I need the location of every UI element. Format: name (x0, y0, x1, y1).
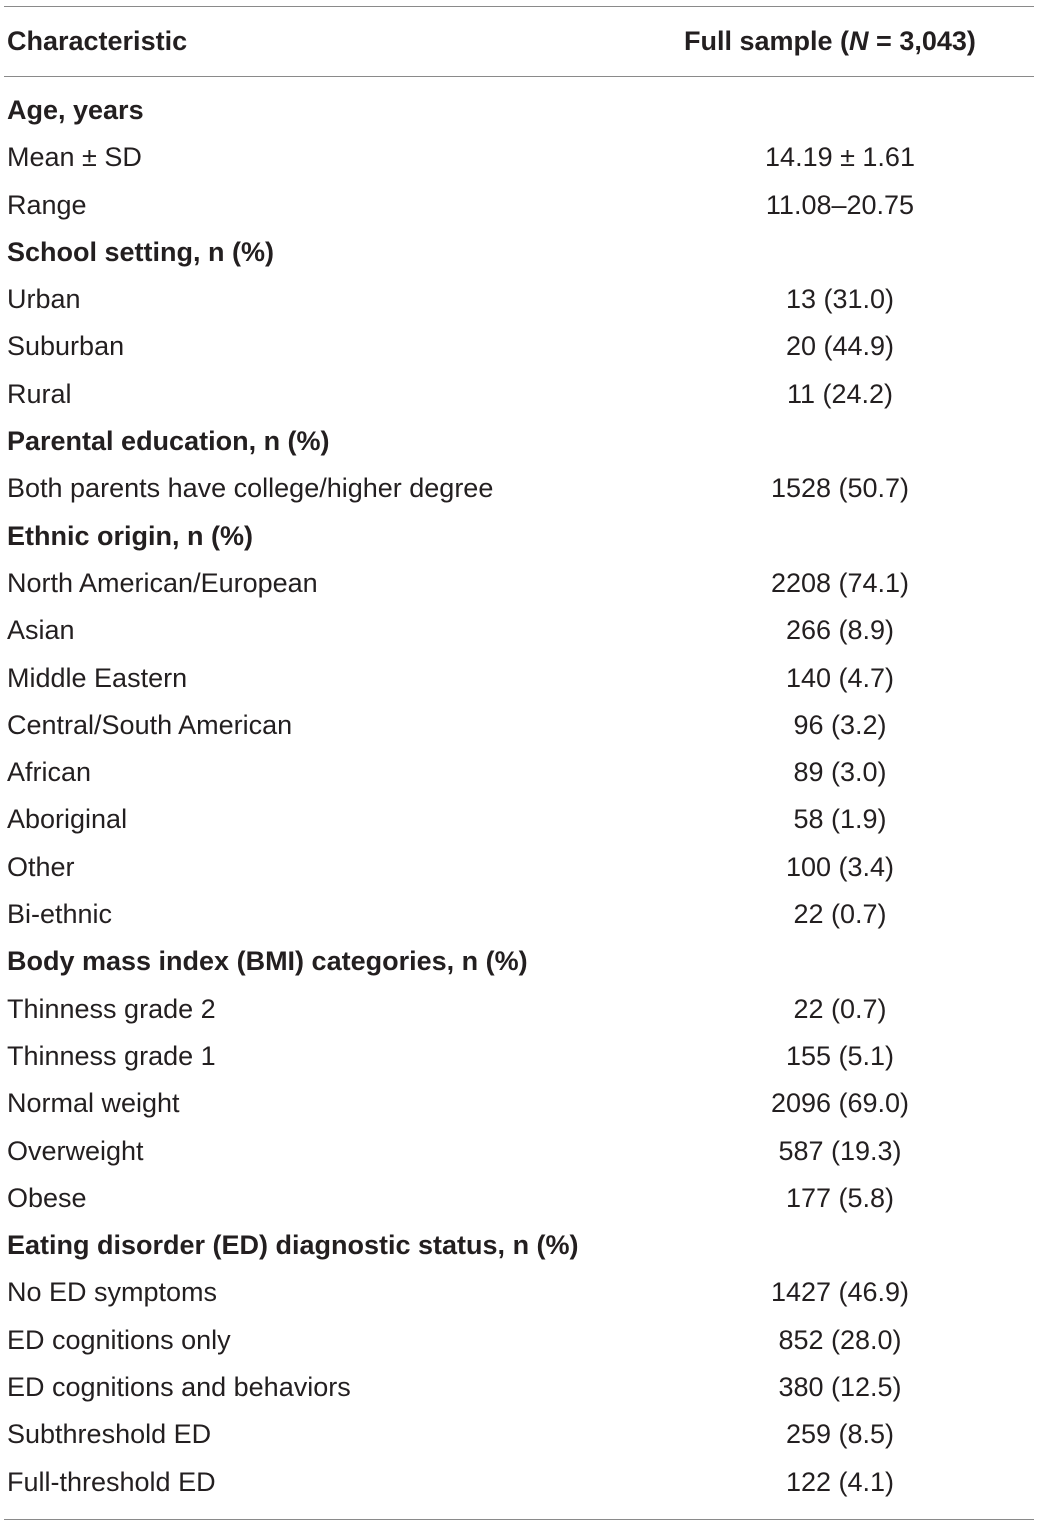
row-label: Asian (7, 615, 75, 646)
section-heading-row (0, 230, 1040, 277)
table-row (0, 372, 1040, 419)
row-label: Central/South American (7, 709, 293, 740)
row-value: 20 (44.9) (785, 331, 895, 362)
table-row (0, 324, 1040, 371)
row-value: 13 (31.0) (785, 284, 895, 315)
table-row (0, 892, 1040, 939)
row-value: 22 (0.7) (793, 899, 887, 930)
table-row (0, 1365, 1040, 1412)
section-heading: Parental education, n (%) (7, 426, 330, 457)
row-label: Other (7, 851, 75, 882)
row-label: Rural (7, 378, 72, 409)
row-value: 259 (8.5) (785, 1419, 895, 1450)
header-characteristic: Characteristic (7, 26, 188, 56)
row-label: Aboriginal (7, 804, 128, 835)
section-heading-row (0, 88, 1040, 135)
row-label: ED cognitions and behaviors (7, 1372, 351, 1403)
table-row (0, 183, 1040, 230)
row-label: African (7, 757, 92, 788)
row-label: Full-threshold ED (7, 1466, 216, 1497)
row-value: 58 (1.9) (793, 804, 887, 835)
table-row (0, 277, 1040, 324)
row-value: 22 (0.7) (793, 993, 887, 1024)
header-sample-n: N (849, 26, 869, 56)
row-value: 266 (8.9) (785, 615, 895, 646)
table-row (0, 845, 1040, 892)
row-value: 587 (19.3) (778, 1135, 902, 1166)
section-heading: Eating disorder (ED) diagnostic status, n (%) (7, 1230, 579, 1261)
table-row (0, 703, 1040, 750)
section-heading: Ethnic origin, n (%) (7, 520, 253, 551)
table-row (0, 797, 1040, 844)
row-label: Normal weight (7, 1088, 180, 1119)
row-label: Range (7, 189, 87, 220)
row-label: Mean ± SD (7, 142, 142, 173)
table-row (0, 1412, 1040, 1459)
row-label: Bi-ethnic (7, 899, 113, 930)
row-label: Subthreshold ED (7, 1419, 212, 1450)
row-value: 1528 (50.7) (770, 473, 910, 504)
row-value: 14.19 ± 1.61 (765, 142, 915, 173)
row-label: North American/European (7, 567, 318, 598)
header-sample-suffix: = 3,043) (868, 26, 976, 56)
table-row (0, 561, 1040, 608)
header-sample-prefix: Full sample ( (684, 26, 850, 56)
table-row (0, 750, 1040, 797)
row-value: 2096 (69.0) (770, 1088, 910, 1119)
row-value: 1427 (46.9) (770, 1277, 910, 1308)
row-value: 89 (3.0) (793, 757, 887, 788)
row-value: 96 (3.2) (793, 709, 887, 740)
table-row (0, 1129, 1040, 1176)
row-label: Urban (7, 284, 81, 315)
header-full-sample-text (684, 26, 976, 56)
row-label: ED cognitions only (7, 1324, 231, 1355)
row-label: Suburban (7, 331, 125, 362)
section-heading-row (0, 1223, 1040, 1270)
table-row (0, 987, 1040, 1034)
table-row (0, 656, 1040, 703)
table-row (0, 1081, 1040, 1128)
table-row (0, 135, 1040, 182)
row-value: 2208 (74.1) (770, 567, 910, 598)
table-body (0, 88, 1040, 1507)
table-row (0, 1318, 1040, 1365)
row-label: Middle Eastern (7, 662, 188, 693)
table-row (0, 1034, 1040, 1081)
row-value: 100 (3.4) (785, 851, 895, 882)
row-value: 380 (12.5) (778, 1372, 902, 1403)
row-value: 177 (5.8) (785, 1182, 895, 1213)
section-heading-row (0, 514, 1040, 561)
table-header-rule (4, 76, 1034, 77)
section-heading: Body mass index (BMI) categories, n (%) (7, 946, 528, 977)
row-value: 122 (4.1) (785, 1466, 895, 1497)
row-label: Thinness grade 2 (7, 993, 216, 1024)
table-row (0, 1460, 1040, 1507)
table-header-row (0, 6, 1040, 76)
section-heading: School setting, n (%) (7, 236, 274, 267)
row-value: 140 (4.7) (785, 662, 895, 693)
row-label: Obese (7, 1182, 87, 1213)
row-label: Thinness grade 1 (7, 1040, 216, 1071)
table-row (0, 466, 1040, 513)
table-row (0, 1176, 1040, 1223)
table-row (0, 1270, 1040, 1317)
section-heading: Age, years (7, 95, 144, 125)
row-value: 155 (5.1) (785, 1040, 895, 1071)
row-label: Both parents have college/higher degree (7, 473, 494, 504)
row-label: Overweight (7, 1135, 144, 1166)
table-bottom-rule (4, 1519, 1034, 1520)
row-value: 11 (24.2) (786, 378, 894, 409)
row-label: No ED symptoms (7, 1277, 218, 1308)
table-row (0, 608, 1040, 655)
section-heading-row (0, 419, 1040, 466)
row-value: 852 (28.0) (778, 1324, 902, 1355)
row-value: 11.08–20.75 (765, 189, 915, 220)
section-heading-row (0, 939, 1040, 986)
